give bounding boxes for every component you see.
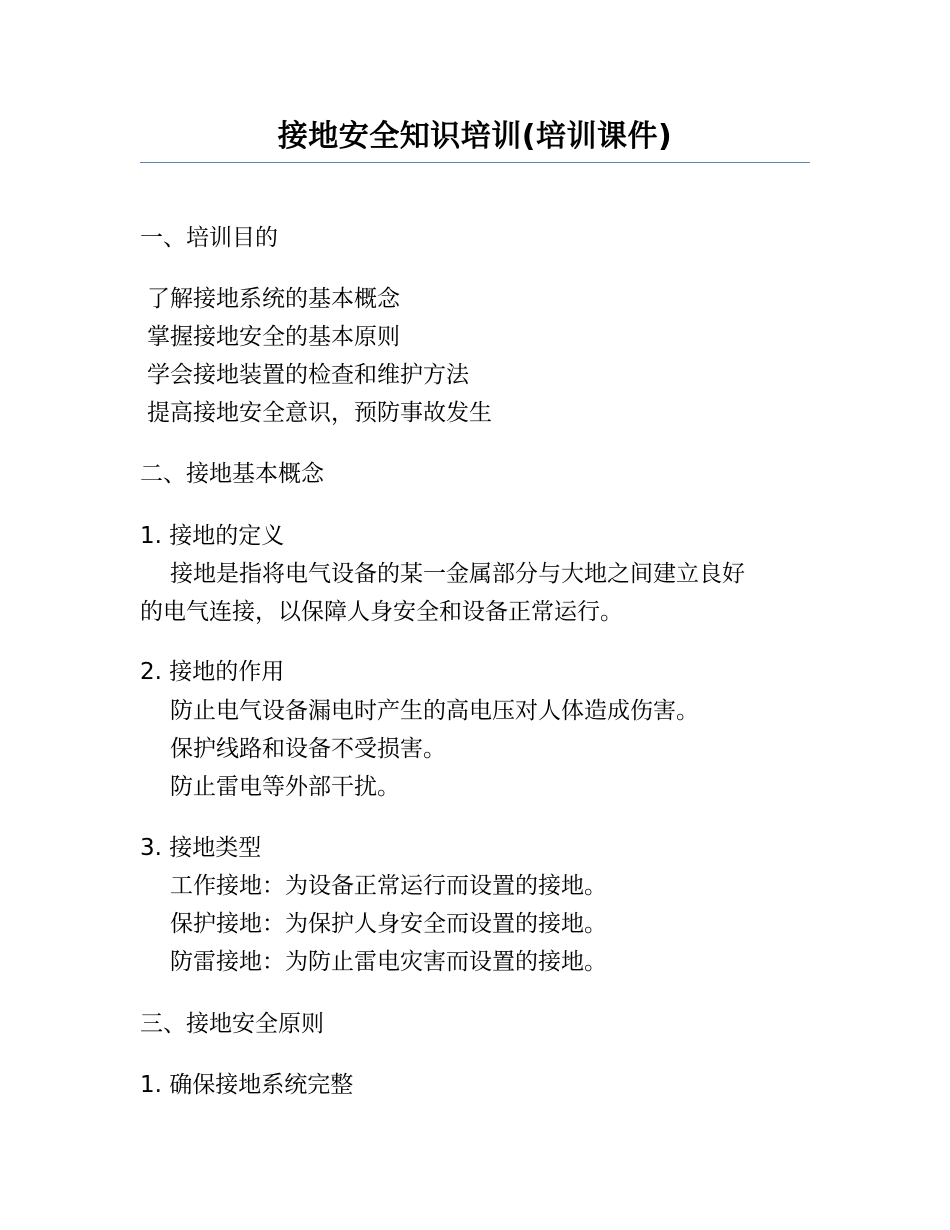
title-underline	[140, 162, 810, 163]
paragraph-line: 接地是指将电气设备的某一金属部分与大地之间建立良好	[170, 561, 745, 587]
section-heading-training-purpose: 一、培训目的	[140, 225, 278, 251]
subsection-heading-system-integrity: 1. 确保接地系统完整	[140, 1072, 354, 1098]
subsection-heading-definition: 1. 接地的定义	[140, 523, 285, 549]
list-item: 学会接地装置的检查和维护方法	[147, 362, 469, 388]
section-heading-basic-concepts: 二、接地基本概念	[140, 461, 324, 487]
list-item: 防止雷电等外部干扰。	[170, 774, 400, 800]
subsection-heading-function: 2. 接地的作用	[140, 659, 285, 685]
list-item: 了解接地系统的基本概念	[147, 286, 400, 312]
list-item: 工作接地：为设备正常运行而设置的接地。	[170, 873, 607, 899]
list-item: 保护线路和设备不受损害。	[170, 736, 446, 762]
list-item: 掌握接地安全的基本原则	[147, 324, 400, 350]
section-heading-safety-principles: 三、接地安全原则	[140, 1011, 324, 1037]
paragraph-line: 的电气连接，以保障人身安全和设备正常运行。	[140, 599, 623, 625]
list-item: 保护接地：为保护人身安全而设置的接地。	[170, 911, 607, 937]
list-item: 防雷接地：为防止雷电灾害而设置的接地。	[170, 949, 607, 975]
list-item: 提高接地安全意识，预防事故发生	[147, 400, 492, 426]
subsection-heading-types: 3. 接地类型	[140, 835, 262, 861]
list-item: 防止电气设备漏电时产生的高电压对人体造成伤害。	[170, 698, 699, 724]
document-title: 接地安全知识培训(培训课件)	[277, 119, 673, 154]
